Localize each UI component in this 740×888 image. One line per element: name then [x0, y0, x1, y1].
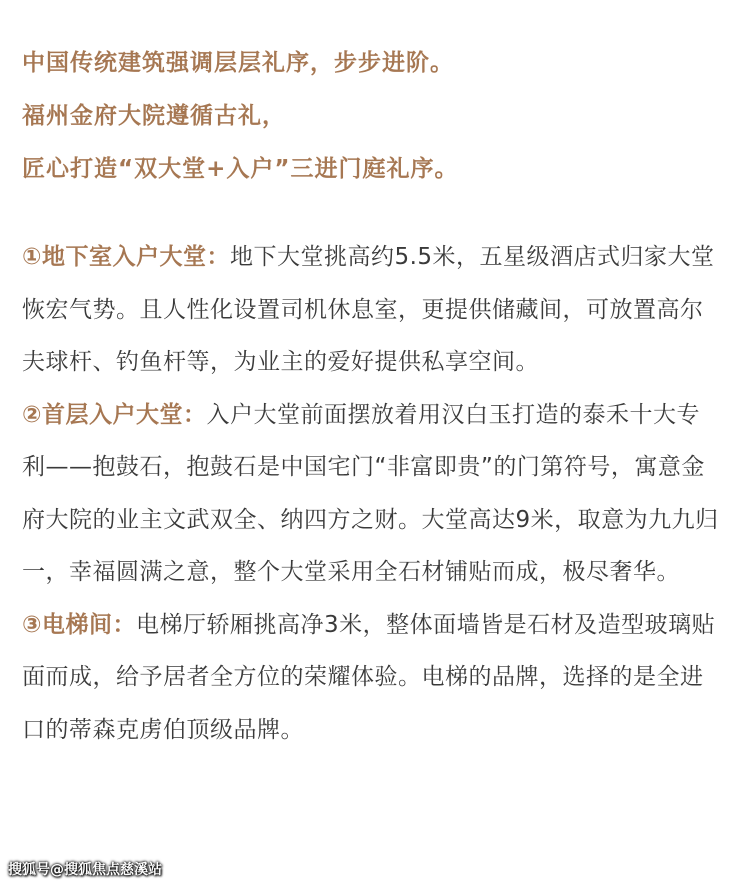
intro-line: 福州金府大院遵循古礼， [22, 103, 286, 129]
section-title: ①地下室入户大堂： [22, 244, 230, 270]
section-body: 地下大堂挑高约5.5米，五星级酒店式归家大堂恢宏气势。且人性化设置司机休息室，更提供储藏间，可放置高尔夫球杆、钓鱼杆等，为业主的爱好提供私享空间。 [22, 244, 715, 375]
source-watermark: 搜狐号@搜狐焦点慈溪站 [8, 862, 162, 878]
section-basement-lobby [22, 231, 722, 389]
section-elevator-hall [22, 599, 722, 757]
intro-line: 中国传统建筑强调层层礼序，步步进阶。 [22, 50, 454, 76]
intro-block [22, 37, 722, 196]
section-title: ②首层入户大堂： [22, 401, 207, 428]
section-title: ③电梯间： [22, 611, 136, 638]
sections-block [22, 231, 722, 756]
intro-line: 匠心打造“双大堂+入户”三进门庭礼序。 [22, 156, 459, 182]
section-body: 入户大堂前面摆放着用汉白玉打造的泰禾十大专利——抱鼓石，抱鼓石是中国宅门“非富即贵”的门第符号，寓意金府大院的业主文武双全、纳四方之财。大堂高达9米，取意为九九归一，幸福圆满之意，整个大堂采用全石材铺贴而成，极尽奢华。 [22, 401, 719, 585]
section-ground-lobby [22, 389, 722, 599]
section-body: 电梯厅轿厢挑高净3米，整体面墙皆是石材及造型玻璃贴面而成，给予居者全方位的荣耀体验。电梯的品牌，选择的是全进口的蒂森克虏伯顶级品牌。 [22, 611, 716, 743]
